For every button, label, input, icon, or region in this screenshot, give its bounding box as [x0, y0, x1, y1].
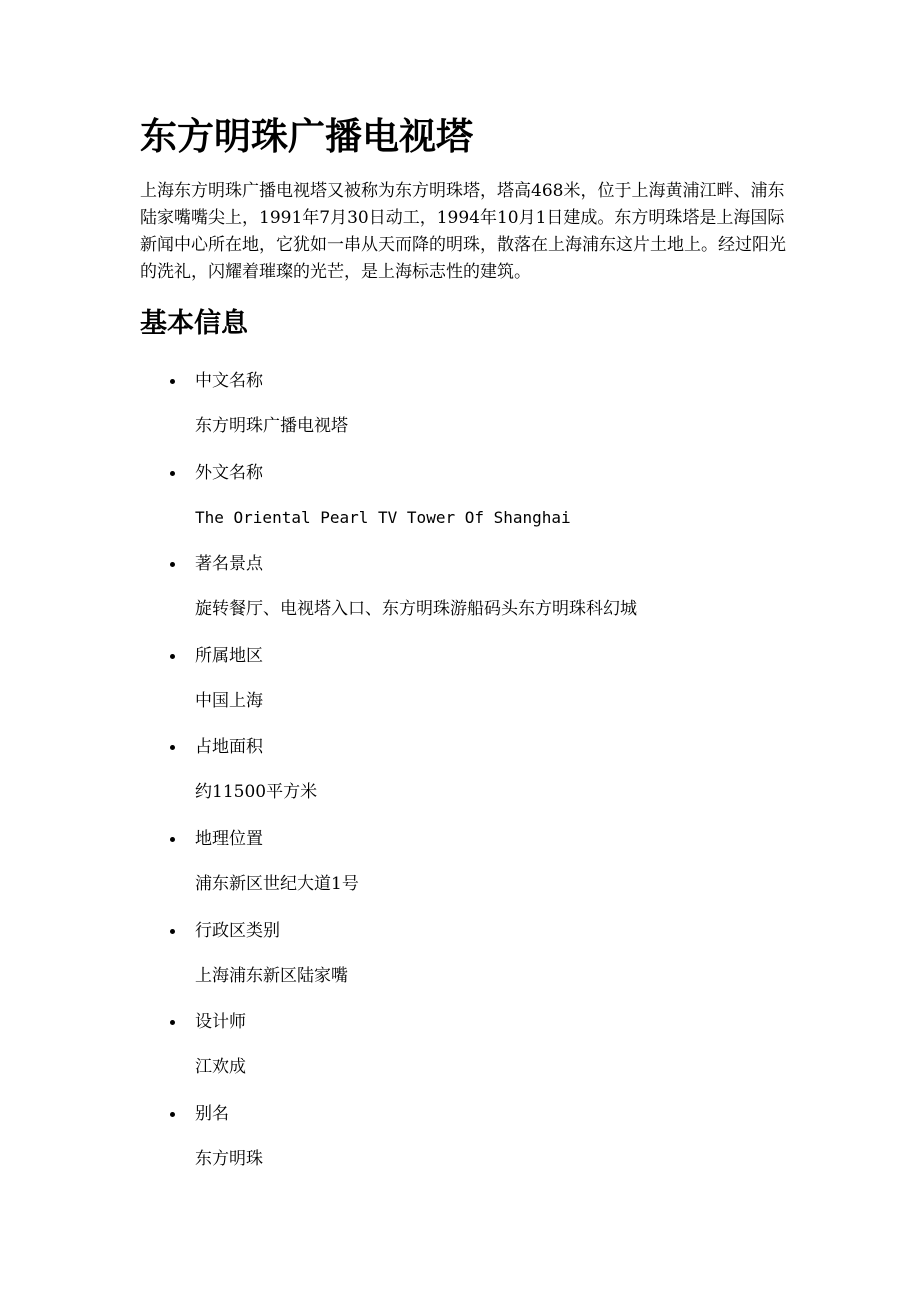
bullet-icon	[170, 562, 175, 567]
info-label: 行政区类别	[195, 920, 280, 941]
bullet-icon	[170, 471, 175, 476]
info-label: 别名	[195, 1103, 229, 1124]
info-value: 旋转餐厅、电视塔入口、东方明珠游船码头东方明珠科幻城	[195, 599, 637, 620]
bullet-icon	[170, 1020, 175, 1025]
bullet-icon	[170, 929, 175, 934]
info-label: 中文名称	[195, 371, 263, 391]
bullet-icon	[170, 837, 175, 842]
bullet-icon	[170, 654, 175, 659]
info-value: 浦东新区世纪大道1号	[195, 873, 359, 894]
info-value: 上海浦东新区陆家嘴	[195, 965, 348, 986]
info-label: 占地面积	[195, 737, 263, 758]
info-label: 地理位置	[195, 828, 263, 849]
info-value: 中国上海	[195, 690, 263, 711]
intro-paragraph: 上海东方明珠广播电视塔又被称为东方明珠塔，塔高468米，位于上海黄浦江畔、浦东陆家嘴嘴尖上，1991年7月30日动工，1994年10月1日建成。东方明珠塔是上海国际新闻中心所在地，它犹如一串从天而降的明珠，散落在上海浦东这片土地上。经过阳光的洗礼，闪耀着璀璨的光芒，是上海标志性的建筑。	[140, 181, 786, 282]
info-value: 东方明珠	[195, 1148, 263, 1169]
info-label: 所属地区	[195, 645, 263, 666]
info-value: The Oriental Pearl TV Tower Of Shanghai	[195, 507, 571, 527]
info-label: 设计师	[195, 1012, 246, 1033]
bullet-icon	[170, 1112, 175, 1117]
info-value: 江欢成	[195, 1057, 246, 1078]
bullet-icon	[170, 379, 175, 384]
section-heading-basic-info: 基本信息	[140, 308, 248, 339]
info-value: 约11500平方米	[195, 782, 318, 803]
page-title: 东方明珠广播电视塔	[140, 114, 473, 158]
info-value: 东方明珠广播电视塔	[195, 416, 348, 436]
info-label: 著名景点	[195, 554, 263, 575]
bullet-icon	[170, 745, 175, 750]
info-label: 外文名称	[195, 462, 263, 483]
